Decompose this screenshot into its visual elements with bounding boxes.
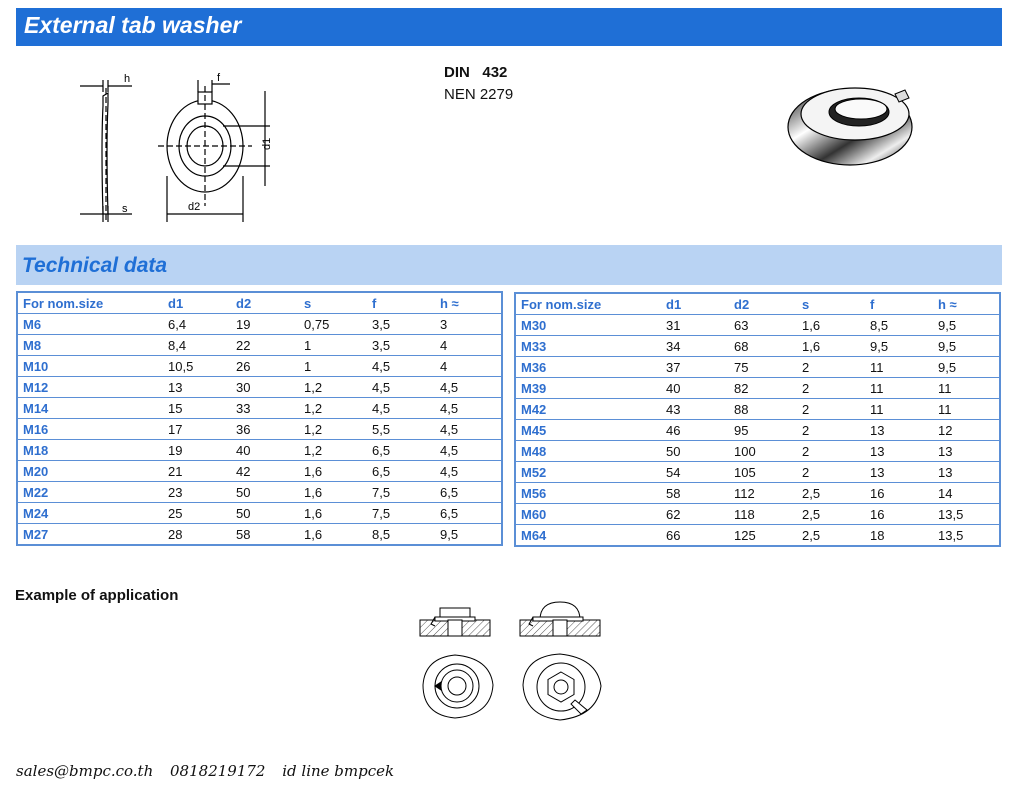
header-d2: d2 xyxy=(729,293,797,315)
header-size: For nom.size xyxy=(17,292,163,314)
header-s: s xyxy=(299,292,367,314)
d2-cell: 19 xyxy=(231,314,299,335)
s-cell: 1,2 xyxy=(299,377,367,398)
d1-cell: 34 xyxy=(661,336,729,357)
size-cell: M22 xyxy=(17,482,163,503)
header-size: For nom.size xyxy=(515,293,661,315)
d2-cell: 105 xyxy=(729,462,797,483)
size-cell: M10 xyxy=(17,356,163,377)
f-cell: 7,5 xyxy=(367,503,435,524)
d2-cell: 50 xyxy=(231,482,299,503)
table-row xyxy=(17,419,502,440)
s-cell: 2 xyxy=(797,441,865,462)
d2-cell: 26 xyxy=(231,356,299,377)
table-row xyxy=(17,335,502,356)
d2-cell: 82 xyxy=(729,378,797,399)
d1-cell: 40 xyxy=(661,378,729,399)
h-cell: 13 xyxy=(933,441,1000,462)
size-cell: M14 xyxy=(17,398,163,419)
d2-cell: 118 xyxy=(729,504,797,525)
s-cell: 2 xyxy=(797,399,865,420)
h-cell: 9,5 xyxy=(435,524,502,546)
table-row xyxy=(515,525,1000,547)
d1-cell: 31 xyxy=(661,315,729,336)
s-cell: 0,75 xyxy=(299,314,367,335)
s-cell: 2 xyxy=(797,357,865,378)
d1-cell: 37 xyxy=(661,357,729,378)
header-s: s xyxy=(797,293,865,315)
size-cell: M16 xyxy=(17,419,163,440)
s-cell: 1,2 xyxy=(299,398,367,419)
table-row xyxy=(515,483,1000,504)
table-row xyxy=(515,315,1000,336)
s-cell: 1 xyxy=(299,356,367,377)
s-cell: 1,6 xyxy=(299,524,367,546)
spec-table-right xyxy=(514,292,1001,547)
standards-block xyxy=(444,62,513,106)
d1-cell: 62 xyxy=(661,504,729,525)
table-header-row xyxy=(515,293,1000,315)
d1-cell: 54 xyxy=(661,462,729,483)
header-h: h ≈ xyxy=(933,293,1000,315)
d1-cell: 23 xyxy=(163,482,231,503)
h-cell: 13 xyxy=(933,462,1000,483)
d1-cell: 13 xyxy=(163,377,231,398)
header-d2: d2 xyxy=(231,292,299,314)
d1-cell: 58 xyxy=(661,483,729,504)
f-cell: 16 xyxy=(865,504,933,525)
h-cell: 4,5 xyxy=(435,398,502,419)
f-cell: 5,5 xyxy=(367,419,435,440)
header-f: f xyxy=(865,293,933,315)
label-s: s xyxy=(122,203,128,215)
f-cell: 16 xyxy=(865,483,933,504)
d1-cell: 46 xyxy=(661,420,729,441)
size-cell: M39 xyxy=(515,378,661,399)
d2-cell: 50 xyxy=(231,503,299,524)
h-cell: 6,5 xyxy=(435,482,502,503)
header-f: f xyxy=(367,292,435,314)
technical-data-bar xyxy=(16,245,1002,285)
table-row xyxy=(17,356,502,377)
label-d1: d1 xyxy=(261,137,273,150)
size-cell: M24 xyxy=(17,503,163,524)
size-cell: M18 xyxy=(17,440,163,461)
d2-cell: 36 xyxy=(231,419,299,440)
size-cell: M45 xyxy=(515,420,661,441)
size-cell: M56 xyxy=(515,483,661,504)
table-header-row xyxy=(17,292,502,314)
page-title: External tab washer xyxy=(24,12,242,38)
s-cell: 1,6 xyxy=(299,503,367,524)
f-cell: 8,5 xyxy=(367,524,435,546)
table-row xyxy=(515,420,1000,441)
table-row xyxy=(515,504,1000,525)
h-cell: 11 xyxy=(933,378,1000,399)
f-cell: 4,5 xyxy=(367,356,435,377)
d1-cell: 10,5 xyxy=(163,356,231,377)
d2-cell: 30 xyxy=(231,377,299,398)
contact-line-id: id line bmpcek xyxy=(282,762,395,780)
d2-cell: 125 xyxy=(729,525,797,547)
d2-cell: 63 xyxy=(729,315,797,336)
h-cell: 4 xyxy=(435,335,502,356)
din-label: DIN xyxy=(444,64,470,81)
din-number: 432 xyxy=(482,64,508,81)
f-cell: 8,5 xyxy=(865,315,933,336)
h-cell: 9,5 xyxy=(933,357,1000,378)
f-cell: 4,5 xyxy=(367,377,435,398)
h-cell: 3 xyxy=(435,314,502,335)
header-d1: d1 xyxy=(163,292,231,314)
h-cell: 4,5 xyxy=(435,419,502,440)
d1-cell: 21 xyxy=(163,461,231,482)
s-cell: 2 xyxy=(797,420,865,441)
d1-cell: 15 xyxy=(163,398,231,419)
technical-data-title: Technical data xyxy=(22,254,168,277)
size-cell: M52 xyxy=(515,462,661,483)
h-cell: 4,5 xyxy=(435,377,502,398)
s-cell: 1,2 xyxy=(299,440,367,461)
spec-table-left xyxy=(16,291,503,546)
size-cell: M36 xyxy=(515,357,661,378)
d2-cell: 75 xyxy=(729,357,797,378)
h-cell: 4,5 xyxy=(435,461,502,482)
size-cell: M48 xyxy=(515,441,661,462)
d2-cell: 58 xyxy=(231,524,299,546)
application-examples xyxy=(415,590,615,750)
table-row xyxy=(17,482,502,503)
d1-cell: 43 xyxy=(661,399,729,420)
d2-cell: 22 xyxy=(231,335,299,356)
size-cell: M12 xyxy=(17,377,163,398)
size-cell: M6 xyxy=(17,314,163,335)
table-row xyxy=(17,398,502,419)
d1-cell: 66 xyxy=(661,525,729,547)
label-d2: d2 xyxy=(188,201,201,213)
d1-cell: 6,4 xyxy=(163,314,231,335)
washer-side-view xyxy=(102,93,108,214)
s-cell: 2,5 xyxy=(797,525,865,547)
d1-cell: 17 xyxy=(163,419,231,440)
f-cell: 11 xyxy=(865,357,933,378)
h-cell: 4,5 xyxy=(435,440,502,461)
table-row xyxy=(515,441,1000,462)
size-cell: M30 xyxy=(515,315,661,336)
h-cell: 12 xyxy=(933,420,1000,441)
f-cell: 11 xyxy=(865,399,933,420)
d1-cell: 25 xyxy=(163,503,231,524)
d2-cell: 100 xyxy=(729,441,797,462)
table-row xyxy=(17,461,502,482)
d2-cell: 112 xyxy=(729,483,797,504)
s-cell: 1,2 xyxy=(299,419,367,440)
header-d1: d1 xyxy=(661,293,729,315)
size-cell: M20 xyxy=(17,461,163,482)
table-row xyxy=(515,462,1000,483)
f-cell: 9,5 xyxy=(865,336,933,357)
s-cell: 2 xyxy=(797,378,865,399)
washer-3d-illustration xyxy=(785,72,915,172)
s-cell: 2 xyxy=(797,462,865,483)
size-cell: M60 xyxy=(515,504,661,525)
f-cell: 11 xyxy=(865,378,933,399)
table-row xyxy=(515,357,1000,378)
f-cell: 6,5 xyxy=(367,440,435,461)
s-cell: 1,6 xyxy=(797,315,865,336)
h-cell: 11 xyxy=(933,399,1000,420)
d2-cell: 42 xyxy=(231,461,299,482)
s-cell: 1,6 xyxy=(299,461,367,482)
d2-cell: 68 xyxy=(729,336,797,357)
contact-phone[interactable]: 0818219172 xyxy=(170,762,266,780)
nen-standard: NEN 2279 xyxy=(444,86,514,103)
f-cell: 4,5 xyxy=(367,398,435,419)
title-bar xyxy=(16,8,1002,46)
size-cell: M27 xyxy=(17,524,163,546)
f-cell: 18 xyxy=(865,525,933,547)
h-cell: 9,5 xyxy=(933,315,1000,336)
f-cell: 3,5 xyxy=(367,314,435,335)
f-cell: 13 xyxy=(865,462,933,483)
table-row xyxy=(17,503,502,524)
washer-technical-drawing xyxy=(70,66,285,224)
application-top-view-1 xyxy=(423,655,493,718)
d1-cell: 28 xyxy=(163,524,231,546)
table-row xyxy=(17,377,502,398)
h-cell: 13,5 xyxy=(933,504,1000,525)
example-label: Example of application xyxy=(15,587,179,604)
d1-cell: 50 xyxy=(661,441,729,462)
f-cell: 13 xyxy=(865,441,933,462)
table-row xyxy=(17,314,502,335)
f-cell: 6,5 xyxy=(367,461,435,482)
s-cell: 2,5 xyxy=(797,504,865,525)
contact-email[interactable]: sales@bmpc.co.th xyxy=(16,762,154,780)
d1-cell: 19 xyxy=(163,440,231,461)
application-side-view-2 xyxy=(520,602,600,636)
table-row xyxy=(17,440,502,461)
h-cell: 14 xyxy=(933,483,1000,504)
d2-cell: 88 xyxy=(729,399,797,420)
table-row xyxy=(17,524,502,546)
h-cell: 4 xyxy=(435,356,502,377)
table-row xyxy=(515,336,1000,357)
s-cell: 2,5 xyxy=(797,483,865,504)
h-cell: 9,5 xyxy=(933,336,1000,357)
d1-cell: 8,4 xyxy=(163,335,231,356)
size-cell: M42 xyxy=(515,399,661,420)
f-cell: 13 xyxy=(865,420,933,441)
table-row xyxy=(515,399,1000,420)
d2-cell: 33 xyxy=(231,398,299,419)
s-cell: 1,6 xyxy=(797,336,865,357)
d2-cell: 40 xyxy=(231,440,299,461)
f-cell: 3,5 xyxy=(367,335,435,356)
header-h: h ≈ xyxy=(435,292,502,314)
label-h: h xyxy=(124,73,131,85)
h-cell: 6,5 xyxy=(435,503,502,524)
application-side-view-1 xyxy=(420,608,490,636)
table-row xyxy=(515,378,1000,399)
f-cell: 7,5 xyxy=(367,482,435,503)
footer-contact xyxy=(16,762,406,780)
h-cell: 13,5 xyxy=(933,525,1000,547)
s-cell: 1 xyxy=(299,335,367,356)
application-top-view-2 xyxy=(523,654,601,720)
size-cell: M33 xyxy=(515,336,661,357)
d2-cell: 95 xyxy=(729,420,797,441)
s-cell: 1,6 xyxy=(299,482,367,503)
size-cell: M8 xyxy=(17,335,163,356)
size-cell: M64 xyxy=(515,525,661,547)
label-f: f xyxy=(217,72,221,84)
